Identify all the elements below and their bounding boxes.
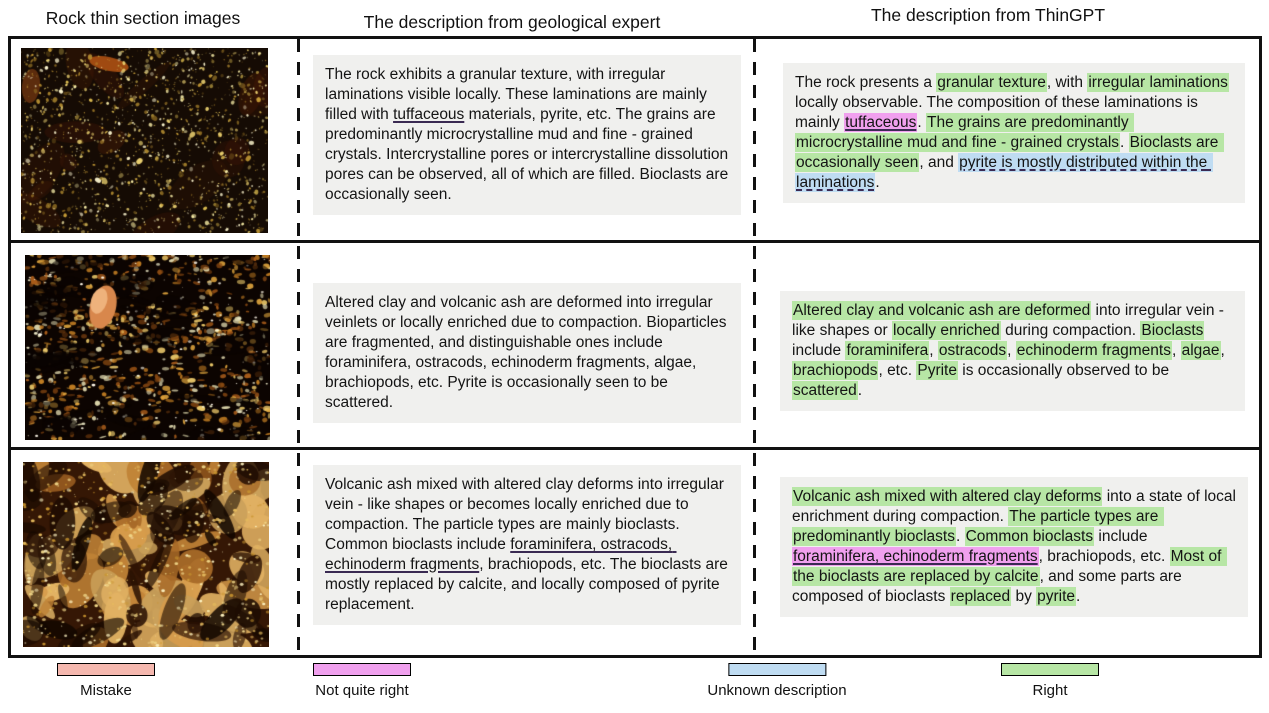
description-segment: include xyxy=(792,322,1209,359)
description-segment: . xyxy=(1076,588,1081,605)
description-segment: , xyxy=(1171,342,1181,359)
description-segment: tuffaceous xyxy=(845,114,917,131)
row-divider-2 xyxy=(11,447,1259,450)
description-segment: echinoderm fragments xyxy=(1016,342,1171,359)
legend-swatch-right xyxy=(1001,663,1099,676)
description-segment: , xyxy=(1220,342,1230,359)
legend-item-right xyxy=(1001,663,1099,699)
legend-label-not-quite-right: Not quite right xyxy=(315,682,409,699)
description-segment: , with xyxy=(1046,74,1088,91)
description-segment: , and xyxy=(919,154,959,171)
description-segment: foraminifera xyxy=(846,342,929,359)
rock-thin-section-image-2 xyxy=(25,255,270,440)
description-segment: foraminifera, ostracods, echinoderm fragments xyxy=(325,536,677,573)
legend-swatch-unknown-description xyxy=(728,663,826,676)
description-segment: Volcanic ash mixed with altered clay deforms xyxy=(793,488,1102,505)
description-segment: into a state of local enrichment during compaction. xyxy=(792,488,1241,525)
description-segment: Common bioclasts xyxy=(965,528,1094,545)
description-segment: , etc. xyxy=(878,362,917,379)
description-segment: irregular laminations xyxy=(1088,74,1228,91)
description-segment: , xyxy=(929,342,938,359)
description-segment: tuffaceous xyxy=(393,106,465,123)
description-segment: brachiopods xyxy=(793,362,878,379)
description-segment: algae xyxy=(1181,342,1220,359)
description-segment: foraminifera, echinoderm fragments xyxy=(793,548,1038,565)
legend-item-unknown-description xyxy=(707,663,846,699)
description-segment: , and some parts are composed of bioclasts xyxy=(792,568,1187,605)
expert-description-row-1 xyxy=(313,55,741,215)
description-segment: The grains are predominantly microcrystalline mud and fine - grained crystals xyxy=(796,114,1133,151)
description-segment: . xyxy=(875,174,880,191)
description-segment: during compaction. xyxy=(1000,322,1141,339)
legend-item-not-quite-right xyxy=(313,663,411,699)
description-segment: include xyxy=(1094,528,1152,545)
legend-label-mistake: Mistake xyxy=(80,682,132,699)
description-segment: into irregular vein - like shapes or xyxy=(792,302,1229,339)
description-segment: Pyrite xyxy=(917,362,957,379)
description-segment: , xyxy=(1007,342,1016,359)
legend-item-mistake xyxy=(57,663,155,699)
description-segment: scattered xyxy=(793,382,857,399)
thingpt-description-row-2 xyxy=(780,291,1245,411)
description-segment: . xyxy=(857,382,863,399)
description-segment: . xyxy=(917,114,926,131)
column-header-thingpt: The description from ThinGPT xyxy=(870,5,1106,25)
description-segment: locally observable. The composition of these laminations is mainly xyxy=(795,74,1234,131)
description-segment: ostracods xyxy=(938,342,1007,359)
comparison-table xyxy=(8,36,1262,658)
description-segment: Volcanic ash mixed with altered clay deforms into irregular vein - like shapes or becomes locally enriched due to compaction. The particle types are mainly bioclasts. Common bioclasts include xyxy=(325,476,729,553)
description-segment: materials, pyrite, etc. The grains are predominantly microcrystalline mud and fine - grained crystals. Intercrystalline pores or intercrystalline dissolution pores can be observed, all of which are filled. Bioclasts are occasionally seen. xyxy=(325,106,733,203)
rock-thin-section-image-1 xyxy=(21,48,268,233)
description-segment: Bioclasts are occasionally seen xyxy=(796,134,1223,171)
description-segment: is occasionally observed to be xyxy=(957,362,1174,379)
description-segment: replaced xyxy=(950,588,1011,605)
row-divider-1 xyxy=(11,240,1259,243)
description-segment: The rock presents a xyxy=(795,74,937,91)
column-divider-dashed-2 xyxy=(753,39,756,655)
legend-swatch-mistake xyxy=(57,663,155,676)
column-header-expert: The description from geological expert xyxy=(363,12,661,32)
description-segment: The particle types are predominantly bioclasts xyxy=(793,508,1163,545)
description-segment: locally enriched xyxy=(892,322,1000,339)
legend-swatch-not-quite-right xyxy=(313,663,411,676)
description-segment: The rock exhibits a granular texture, with irregular laminations visible locally. These laminations are mainly filled with xyxy=(325,66,712,123)
description-segment: , brachiopods, etc. xyxy=(1038,548,1170,565)
column-header-images: Rock thin section images xyxy=(45,8,241,28)
description-segment: pyrite is mostly distributed within the laminations xyxy=(796,154,1212,191)
legend-label-unknown-description: Unknown description xyxy=(707,682,847,699)
legend-label-right: Right xyxy=(1032,682,1068,699)
description-segment: , brachiopods, etc. The bioclasts are mostly replaced by calcite, and locally composed of pyrite replacement. xyxy=(325,556,733,613)
description-segment: Bioclasts xyxy=(1141,322,1204,339)
description-segment: Altered clay and volcanic ash are deformed into irregular veinlets or locally enriched due to compaction. Bioparticles are fragmented, and distinguishable ones include foraminifera, ostracods, echinoderm fragments, algae, brachiopods, etc. Pyrite is occasionally seen to be scattered. xyxy=(325,294,731,411)
rock-thin-section-image-3 xyxy=(23,462,269,647)
description-segment: granular texture xyxy=(937,74,1046,91)
description-segment: . xyxy=(1120,134,1129,151)
column-divider-dashed-1 xyxy=(297,39,300,655)
thingpt-description-row-3 xyxy=(780,477,1248,617)
expert-description-row-3 xyxy=(313,465,741,625)
expert-description-row-2 xyxy=(313,283,741,423)
thingpt-description-row-1 xyxy=(783,63,1245,203)
description-segment: . xyxy=(955,528,965,545)
description-segment: pyrite xyxy=(1037,588,1076,605)
description-segment: Altered clay and volcanic ash are deformed xyxy=(793,302,1091,319)
description-segment: Most of the bioclasts are replaced by calcite xyxy=(793,548,1226,585)
description-segment: by xyxy=(1011,588,1037,605)
